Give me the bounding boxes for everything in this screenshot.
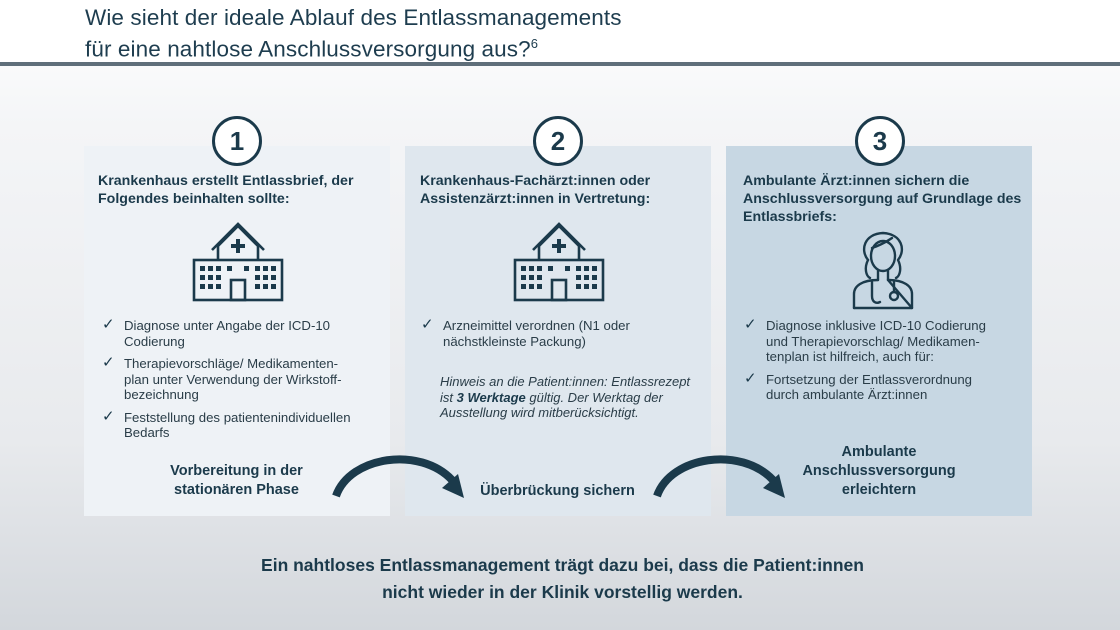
title-footnote: 6 <box>530 36 539 51</box>
list-item: ✓ Therapievorschläge/ Medikamenten-plan unter Verwendung der Wirkstoff-bezeichnung <box>102 354 342 402</box>
checkmark-icon: ✓ <box>102 354 115 371</box>
step-1-footer: Vorbereitung in der stationären Phase <box>170 463 303 498</box>
checkmark-icon: ✓ <box>102 316 115 333</box>
hospital-icon <box>191 222 285 302</box>
curved-arrow-icon <box>651 448 791 500</box>
checkmark-icon: ✓ <box>102 407 115 425</box>
step-3-list <box>744 318 1024 410</box>
checkmark-icon: ✓ <box>421 316 434 333</box>
title-line-2: für eine nahtlose Anschlussversorgung aus? <box>85 36 531 62</box>
header <box>0 0 1120 66</box>
list-item: ✓ Feststellung des patientenindividuellen Bedarfs <box>102 407 351 440</box>
checkmark-icon: ✓ <box>744 369 757 387</box>
summary-text <box>0 552 1120 606</box>
step-2-list <box>421 318 701 356</box>
step-1-list <box>102 318 382 448</box>
curved-arrow-icon <box>330 448 470 500</box>
title-line-1: Wie sieht der ideale Ablauf des Entlassmanagements <box>85 5 622 30</box>
list-item: ✓ Arzneimittel verordnen (N1 oder nächstkleinste Packung) <box>421 316 630 349</box>
step-number-2: 2 <box>533 116 583 166</box>
step-2-heading: Krankenhaus-Fachärzt:innen oder Assistenzärzt:innen in Vertretung: <box>420 173 651 207</box>
page-title <box>85 5 622 63</box>
list-item: ✓ Diagnose inklusive ICD-10 Codierung und Therapievorschlag/ Medikamen-tenplan ist hilfreich, auch für: <box>744 316 986 364</box>
list-item: ✓ Fortsetzung der Entlassverordnung durch ambulante Ärzt:innen <box>744 369 972 402</box>
hospital-icon <box>512 222 606 302</box>
step-3-heading: Ambulante Ärzt:innen sichern die Anschlussversorgung auf Grundlage des Entlassbriefs: <box>743 173 1022 225</box>
step-number-1: 1 <box>212 116 262 166</box>
hint-text: Hinweis an die Patient:innen: Entlassrezept ist 3 Werktage gültig. Der Werktag der Ausstellung wird mitberücksichtigt. <box>440 374 691 420</box>
step-2-footer: Überbrückung sichern <box>480 483 635 499</box>
list-item: ✓ Diagnose unter Angabe der ICD-10 Codierung <box>102 316 331 349</box>
step-1-heading: Krankenhaus erstellt Entlassbrief, der Folgendes beinhalten sollte: <box>98 173 354 207</box>
summary-line-2: nicht wieder in der Klinik vorstellig werden. <box>382 582 743 602</box>
summary-line-1: Ein nahtloses Entlassmanagement trägt dazu bei, dass die Patient:innen <box>261 555 864 575</box>
checkmark-icon: ✓ <box>744 316 757 333</box>
step-3-footer: Ambulante Anschlussversorgung erleichtern <box>802 444 956 498</box>
step-number-3: 3 <box>855 116 905 166</box>
doctor-icon <box>850 230 916 310</box>
hint-emphasis: 3 Werktage <box>456 389 526 405</box>
